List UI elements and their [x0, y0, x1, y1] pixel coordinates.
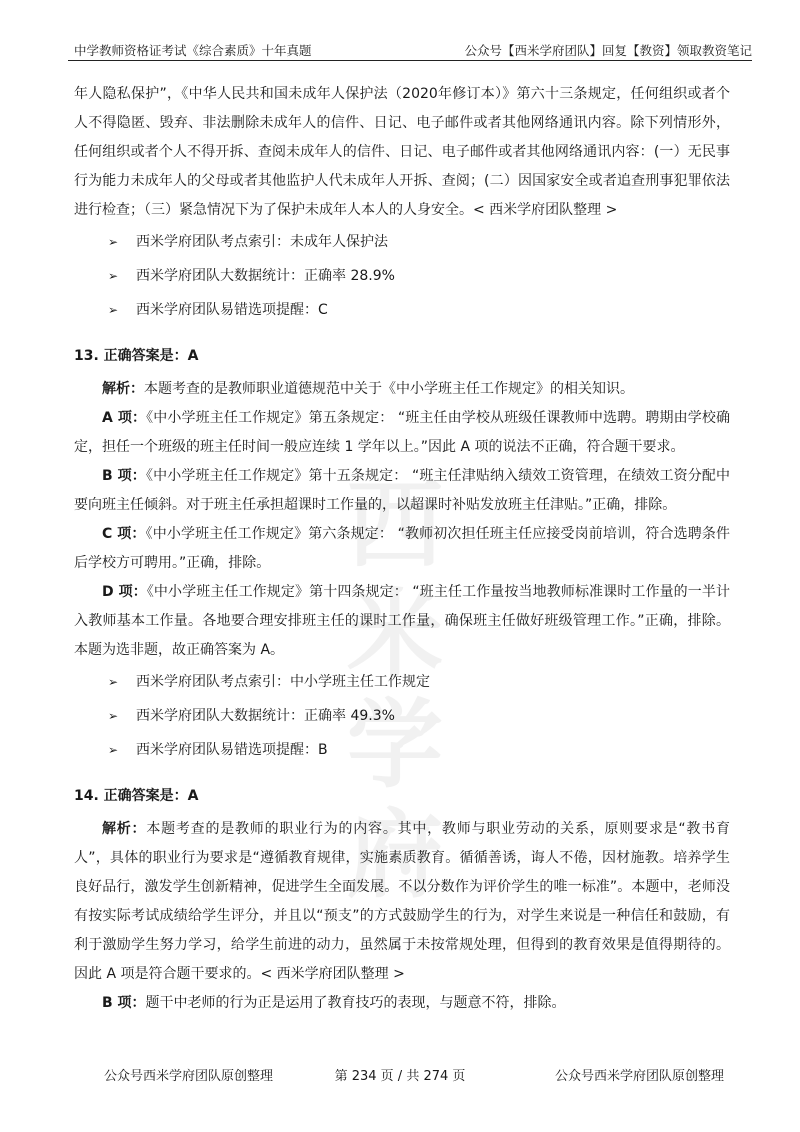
- q13-option-b: B 项：《中小学班主任工作规定》第十五条规定： “班主任津贴纳入绩效工资管理，在绩效工资分配中要向班主任倾斜。对于班主任承担超课时工作量的，以超课时补贴发放班主任津贴。”正确，排除。: [74, 468, 731, 513]
- q13-option-c: C 项：《中小学班主任工作规定》第六条规定： “教师初次担任班主任应接受岗前培训，符合选聘条件后学校方可聘用。”正确，排除。: [74, 526, 730, 571]
- question-13-title: 13. 正确答案是：A: [74, 348, 199, 364]
- watermark-char: 米: [347, 579, 443, 691]
- watermark-char: 西: [347, 469, 443, 581]
- footer-left: 公众号西米学府团队原创整理: [104, 1069, 274, 1084]
- bullet-item: ➢ 西米学府团队大数据统计：正确率 49.3%: [74, 699, 730, 733]
- page-content: [74, 80, 730, 1018]
- q13-analysis: 解析：本题考查的是教师职业道德规范中关于《中小学班主任工作规定》的相关知识。: [102, 381, 634, 397]
- page-header: [68, 38, 752, 61]
- header-title: 中学教师资格证考试《综合素质》十年真题: [74, 43, 312, 58]
- q14-option-b: B 项：题干中老师的行为正是运用了教育技巧的表现，与题意不符，排除。: [102, 995, 566, 1011]
- bullet-item: ➢ 西米学府团队考点索引：未成年人保护法: [74, 225, 730, 259]
- bullet-item: ➢ 西米学府团队大数据统计：正确率 28.9%: [74, 259, 730, 293]
- question-14-title: 14. 正确答案是：A: [74, 788, 199, 804]
- header-promo: 公众号【西米学府团队】回复【教资】领取教资笔记: [464, 43, 752, 58]
- arrow-bullet-icon: ➢: [108, 303, 119, 317]
- q13-option-d: D 项：《中小学班主任工作规定》第十四条规定： “班主任工作量按当地教师标准课时工作量的一半计入教师基本工作量。各地要合理安排班主任的课时工作量，确保班主任做好班级管理工作。”正确，排除。本题为选非题，故正确答案为 A。: [74, 584, 731, 658]
- intro-paragraph: 年人隐私保护”，《中华人民共和国未成年人保护法（2020年修订本）》第六十三条规定，任何组织或者个人不得隐匿、毁弃、非法删除未成年人的信件、日记、电子邮件或者其他网络通讯内容。除下列情形外，任何组织或者个人不得开拆、查阅未成年人的信件、日记、电子邮件或者其他网络通讯内容：(一）无民事行为能力未成年人的父母或者其他监护人代未成年人开拆、查阅；(二）因国家安全或者追查刑事犯罪依法进行检查；（三）紧急情况下为了保护未成年人本人的人身安全。< 西米学府团队整理 >: [74, 86, 730, 218]
- arrow-bullet-icon: ➢: [108, 743, 119, 757]
- footer-right: 公众号西米学府团队原创整理: [554, 1069, 724, 1084]
- arrow-bullet-icon: ➢: [108, 709, 119, 723]
- arrow-bullet-icon: ➢: [108, 235, 119, 249]
- bullet-item: ➢ 西米学府团队易错选项提醒：B: [74, 733, 730, 767]
- bullet-item: ➢ 西米学府团队易错选项提醒：C: [74, 293, 730, 327]
- bullet-item: ➢ 西米学府团队考点索引：中小学班主任工作规定: [74, 665, 730, 699]
- page-number: 第 234 页 / 共 274 页: [334, 1069, 466, 1084]
- q14-analysis: 解析：本题考查的是教师的职业行为的内容。其中，教师与职业劳动的关系，原则要求是“教书育人”，具体的职业行为要求是“遵循教育规律，实施素质教育。循循善诱，诲人不倦，因材施教。培养学生良好品行，激发学生创新精神，促进学生全面发展。不以分数作为评价学生的唯一标准”。本题中，老师没有按实际考试成绩给学生评分，并且以“预支”的方式鼓励学生的行为，对学生来说是一种信任和鼓励，有利于激励学生努力学习，给学生前进的动力，虽然属于未按常规处理，但得到的教育效果是值得期待的。因此 A 项是符合题干要求的。< 西米学府团队整理 >: [74, 821, 730, 982]
- watermark-char: 学: [347, 689, 443, 801]
- watermark-char: 府: [347, 799, 443, 911]
- arrow-bullet-icon: ➢: [108, 269, 119, 283]
- arrow-bullet-icon: ➢: [108, 675, 119, 689]
- q13-option-a: A 项：《中小学班主任工作规定》第五条规定： “班主任由学校从班级任课教师中选聘。聘期由学校确定，担任一个班级的班主任时间一般应连续 1 学年以上。”因此 A 项的说法不正确，符合题干要求。: [74, 410, 731, 455]
